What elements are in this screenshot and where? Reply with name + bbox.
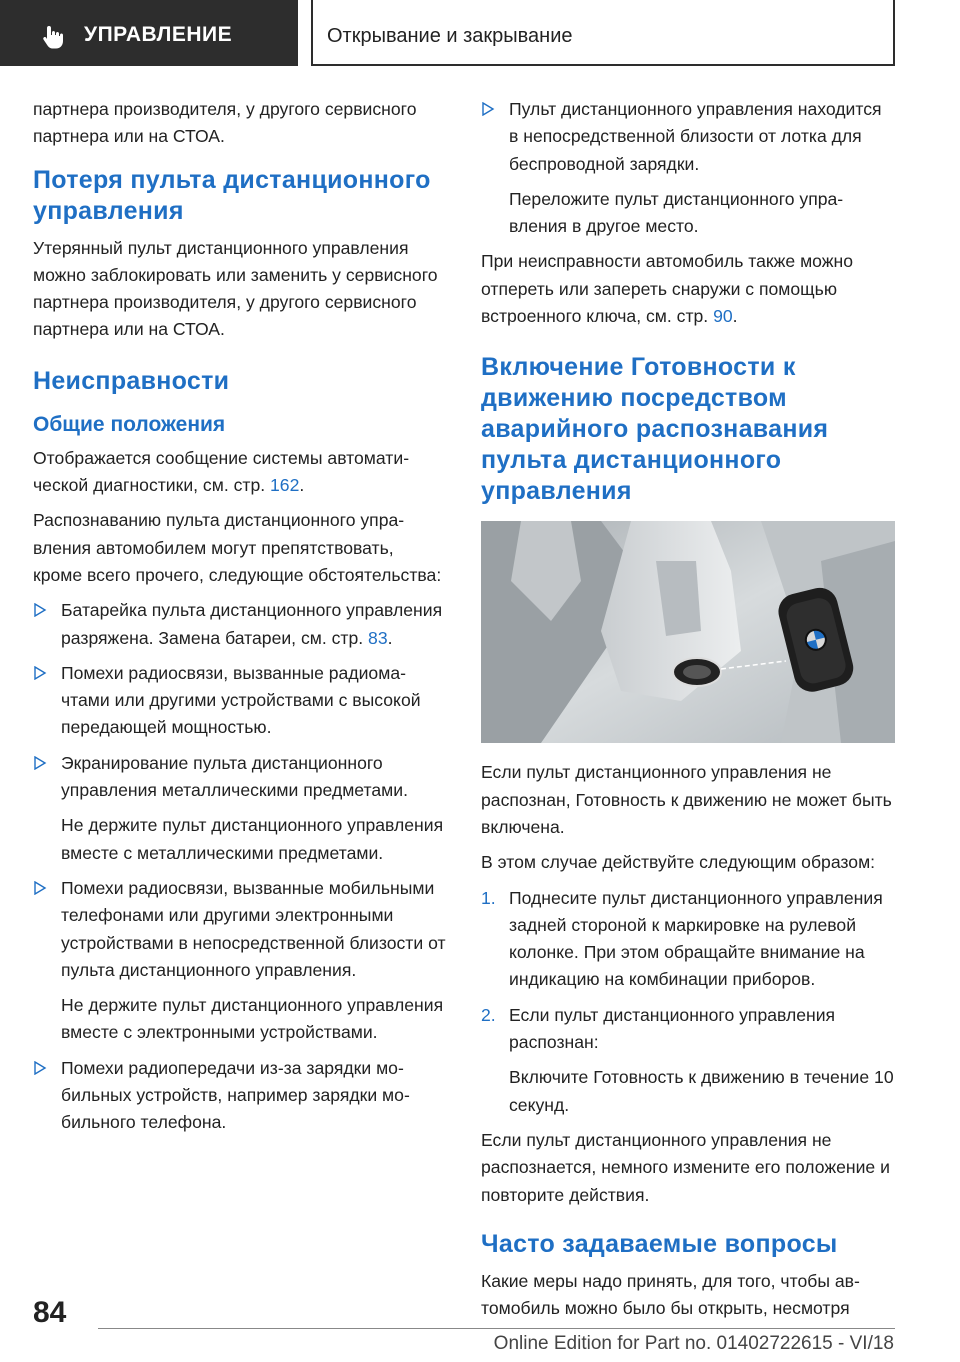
page-header [0,0,960,66]
bullet-text: Пульт дистанционного управления находится в непосредственной близости от лотка для беспроводной зарядки. [509,99,882,174]
bullet-subtext: Не держите пульт дистанционного управления вместе с металлическими предметами. [61,815,444,863]
text: При неисправности автомобиль также можно отпереть или запереть снаружи с помощью встроенного ключа, см. стр. [481,251,854,327]
chapter-tab [0,0,298,66]
triangle-bullet-icon [33,666,47,680]
paragraph-diagnostics [33,445,447,500]
bullet-text [61,597,447,652]
page-number: 84 [33,1296,67,1329]
paragraph: Утерянный пульт дистанционного управления можно заблокировать или заменить у сервисного партнера производителя, у другого сервисного партнера или на СТОА. [33,237,438,340]
list-item [33,750,447,867]
text: Батарейка пульта дистанционного управления разряжена. Замена батареи, см. стр. [61,600,443,648]
bullet-text: Экранирование пульта дистанционного управления металлическими предметами. [61,752,408,801]
list-item [481,96,895,240]
edition-note: Online Edition for Part no. 01402722615 - VI/18 [493,1333,894,1354]
paragraph: Распознаванию пульта дистанционного управления автомобилем могут препятствовать, кроме всего прочего, следующие обстоятельства: [33,510,442,585]
heading-emergency-detection: Включение Готовности к движению посредством аварийного распознавания пульта дистанционного управления [481,353,829,506]
bullet-text: Помехи радиосвязи, вызванные мобильными телефонами или другими электронными устройствами в непосредственной близости от пульта дистанционного управления. [61,877,446,980]
text: . [732,306,738,327]
step-text: Поднесите пульт дистанционного управления задней стороной к маркировке на рулевой колонке. При этом обращайте внимание на индикацию на комбинации приборов. [509,887,883,990]
bullet-text: Помехи радиопередачи из-за зарядки мобильных устройств, например зарядки мобильного телефона. [61,1057,410,1133]
bullet-subtext: Переложите пульт дистанционного управления в другое место. [509,188,844,237]
list-item [33,875,447,1047]
text: . [387,627,393,648]
chapter-title: УПРАВЛЕНИЕ [84,23,233,46]
list-item [33,660,447,742]
heading-faq: Часто задаваемые вопросы [481,1229,838,1258]
heading-faults: Неисправности [33,366,230,395]
paragraph: Если пульт дистанционного управления не распознан, Готовность к движению не может быть включена. [481,762,892,837]
bullet-text: Помехи радиосвязи, вызванные радиомачтами или другими устройствами с высокой передающей мощностью. [61,662,421,738]
triangle-bullet-icon [33,881,47,895]
text: Отображается сообщение системы автоматической диагностики, см. стр. [33,447,410,496]
step-subtext: Включите Готовность к движению в течение 10 секунд. [509,1067,894,1115]
triangle-bullet-icon [481,102,495,116]
paragraph: Какие меры надо принять, для того, чтобы автомобиль можно было бы открыть, несмотря [481,1270,860,1319]
page-link-90[interactable]: 90 [713,306,733,327]
text: . [299,475,305,496]
step-number: 1. [481,887,496,908]
section-tab [311,0,895,66]
numbered-step-2 [481,1002,895,1119]
paragraph: Если пульт дистанционного управления не распознается, немного измените его положение и повторите действия. [481,1129,890,1205]
left-column [33,96,447,1145]
heading-general: Общие положения [33,412,226,436]
paragraph: В этом случае действуйте следующим образом: [481,852,876,873]
triangle-bullet-icon [33,1061,47,1075]
bullet-subtext: Не держите пульт дистанционного управления вместе с электронными устройствами. [61,995,444,1043]
triangle-bullet-icon [33,756,47,770]
page-link-83[interactable]: 83 [368,627,388,648]
footer-divider [98,1328,895,1329]
section-title: Открывание и закрывание [327,25,573,47]
paragraph-integrated-key [481,248,895,330]
hand-icon [40,24,66,50]
numbered-step-1 [481,885,895,994]
right-column [481,96,895,1330]
triangle-bullet-icon [33,603,47,617]
heading-lost-remote: Потеря пульта дистанционного управления [33,165,431,225]
paragraph: партнера производителя, у другого сервисного партнера или на СТОА. [33,99,417,147]
step-number: 2. [481,1004,496,1025]
page-link-162[interactable]: 162 [270,475,300,496]
step-text: Если пульт дистанционного управления распознан: [509,1004,836,1053]
steering-column-key-photo [481,521,895,743]
list-item [33,1055,447,1137]
list-item [33,597,447,652]
